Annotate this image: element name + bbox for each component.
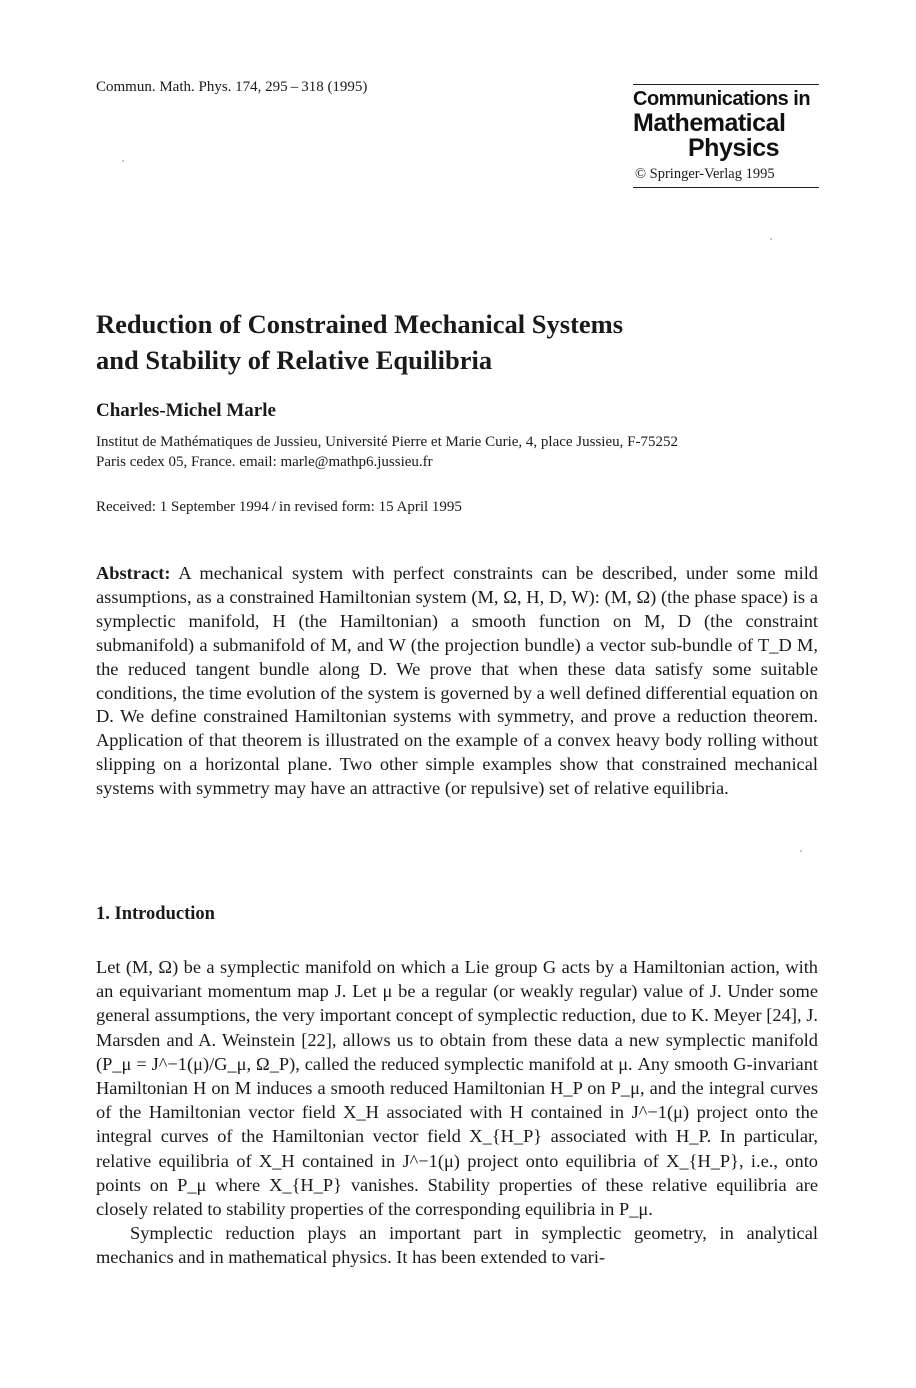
scan-speck	[800, 850, 802, 852]
affiliation-line-1: Institut de Mathématiques de Jussieu, Université Pierre et Marie Curie, 4, place Jussieu, F-75252	[96, 434, 678, 450]
title-line-1: Reduction of Constrained Mechanical Systems	[96, 309, 624, 339]
intro-paragraph: Symplectic reduction plays an important part in symplectic geometry, in analytical mechanics and in mathematical physics. It has been extended to vari-	[96, 1223, 818, 1268]
affiliation-line-2: Paris cedex 05, France. email: marle@mathp6.jussieu.fr	[96, 454, 433, 470]
journal-logo	[633, 84, 819, 188]
scan-speck	[122, 160, 124, 162]
abstract-text: A mechanical system with perfect constraints can be described, under some mild assumptions, as a constrained Hamiltonian system (M, Ω, H, D, W): (M, Ω) (the phase space) is a symplectic manifold, H (the Hamiltonian) a smooth function on M, D (the constraint submanifold) a submanifold of M, and W (the projection bundle) a vector sub-bundle of T_D M, the reduced tangent bundle along D. We prove that when these data satisfy some suitable conditions, the time evolution of the system is governed by a well defined differential equation on D. We define constrained Hamiltonian systems with symmetry, and prove a reduction theorem. Application of that theorem is illustrated on the example of a convex heavy body rolling without slipping on a horizontal plane. Two other simple examples show that constrained mechanical systems with symmetry may have an attractive (or repulsive) set of relative equilibria.	[96, 563, 819, 799]
logo-top-rule	[633, 84, 819, 85]
article-title	[96, 306, 623, 378]
introduction-body	[96, 955, 818, 1270]
logo-line-mathematical: Mathematical	[633, 109, 786, 137]
journal-citation: Commun. Math. Phys. 174, 295 – 318 (1995)	[96, 79, 368, 95]
author-name: Charles-Michel Marle	[96, 400, 276, 421]
received-dates: Received: 1 September 1994 / in revised form: 15 April 1995	[96, 499, 462, 515]
section-heading-introduction: 1. Introduction	[96, 904, 215, 924]
title-line-2: and Stability of Relative Equilibria	[96, 345, 493, 375]
scan-speck	[770, 238, 772, 240]
logo-bottom-rule	[633, 187, 819, 188]
author-affiliation	[96, 432, 818, 472]
intro-paragraph: Let (M, Ω) be a symplectic manifold on which a Lie group G acts by a Hamiltonian action, with an equivariant momentum map J. Let μ be a regular (or weakly regular) value of J. Under some general assumptions, the very important concept of symplectic reduction, due to K. Meyer [24], J. Marsden and A. Weinstein [22], allows us to obtain from these data a new symplectic manifold (P_μ = J^−1(μ)/G_μ, Ω_P), called the reduced symplectic manifold at μ. Any smooth G-invariant Hamiltonian H on M induces a smooth reduced Hamiltonian H_P on P_μ, and the integral curves of the Hamiltonian vector field X_H associated with H contained in J^−1(μ) project onto the integral curves of the Hamiltonian vector field X_{H_P} associated with H_P. In particular, relative equilibria of X_H contained in J^−1(μ) project onto equilibria of X_{H_P}, i.e., onto points on P_μ where X_{H_P} vanishes. Stability properties of these relative equilibria are closely related to stability properties of the corresponding equilibria in P_μ.	[96, 957, 818, 1220]
abstract-label: Abstract:	[96, 563, 171, 583]
logo-line-physics: Physics	[688, 134, 780, 162]
logo-line-communications: Communications in	[633, 88, 811, 110]
copyright-notice: © Springer-Verlag 1995	[635, 166, 775, 182]
abstract	[96, 562, 818, 801]
